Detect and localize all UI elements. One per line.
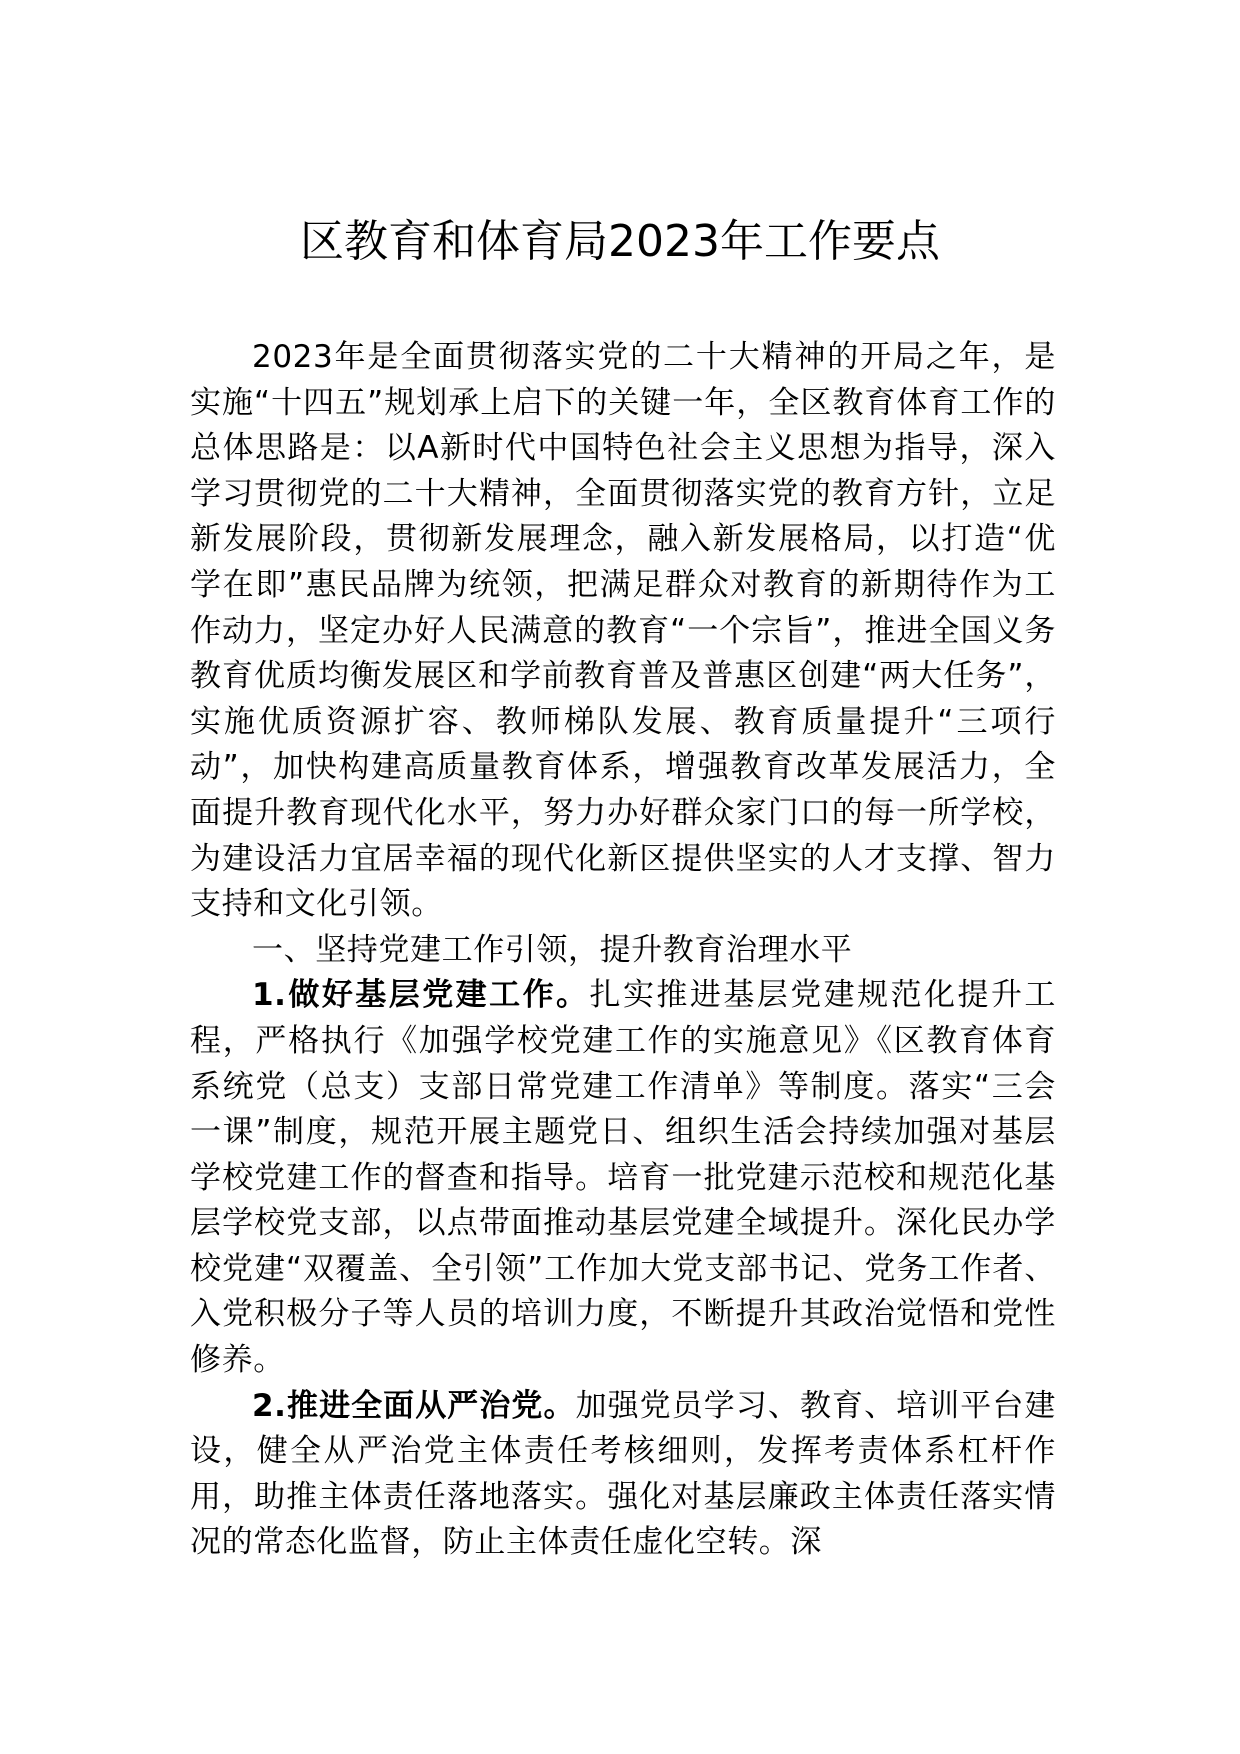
item-1-text: 扎实推进基层党建规范化提升工程，严格执行《加强学校党建工作的实施意见》《区教育体育系统党（总支）支部日常党建工作清单》等制度。落实“三会一课”制度，规范开展主题党日、组织生活会持续加强对基层学校党建工作的督查和指导。培育一批党建示范校和规范化基层学校党支部，以点带面推动基层党建全域提升。深化民办学校党建“双覆盖、全引领”工作加大党支部书记、党务工作者、入党积极分子等人员的培训力度，不断提升其政治觉悟和党性修养。 [190,977,1056,1379]
item-1-lead: 1.做好基层党建工作。 [252,977,590,1014]
item-2-lead: 2.推进全面从严治党。 [252,1387,576,1424]
document-body [190,335,1056,1566]
document-title: 区教育和体育局2023年工作要点 [300,216,940,267]
item-paragraph-1 [190,973,1056,1383]
item-paragraph-2 [190,1384,1056,1566]
section-heading-1: 一、坚持党建工作引领，提升教育治理水平 [252,931,853,968]
item-2-text: 加强党员学习、教育、培训平台建设，健全从严治党主体责任考核细则，发挥考责体系杠杆作用，助推主体责任落地落实。强化对基层廉政主体责任落实情况的常态化监督，防止主体责任虚化空转。深 [190,1387,1057,1561]
intro-paragraph: 2023年是全面贯彻落实党的二十大精神的开局之年，是实施“十四五”规划承上启下的关键一年，全区教育体育工作的总体思路是：以A新时代中国特色社会主义思想为指导，深入学习贯彻党的二十大精神，全面贯彻落实党的教育方针，立足新发展阶段，贯彻新发展理念，融入新发展格局，以打造“优学在即”惠民品牌为统领，把满足群众对教育的新期待作为工作动力，坚定办好人民满意的教育“一个宗旨”，推进全国义务教育优质均衡发展区和学前教育普及普惠区创建“两大任务”，实施优质资源扩容、教师梯队发展、教育质量提升“三项行动”，加快构建高质量教育体系，增强教育改革发展活力，全面提升教育现代化水平，努力办好群众家门口的每一所学校，为建设活力宜居幸福的现代化新区提供坚实的人才支撑、智力支持和文化引领。 [190,339,1056,923]
